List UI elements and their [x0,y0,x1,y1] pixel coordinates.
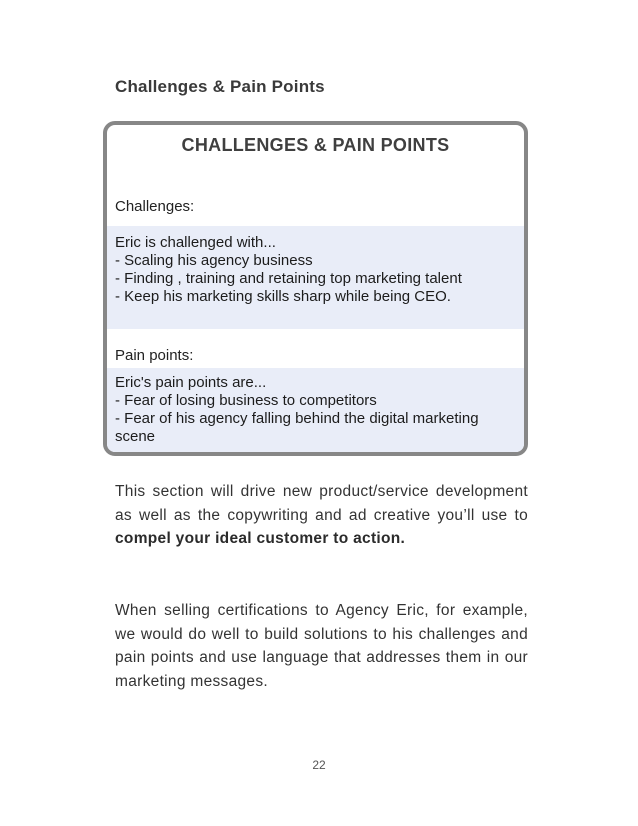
pain-points-band [107,368,524,454]
paragraph-product-development [115,480,528,551]
pain-points-label: Pain points: [115,347,194,364]
challenges-label: Challenges: [115,198,195,215]
challenges-line: - Keep his marketing skills sharp while being CEO. [115,288,451,305]
page-title: Challenges & Pain Points [115,77,325,96]
challenges-line: - Scaling his agency business [115,252,313,269]
page-number: 22 [312,758,326,772]
challenges-pain-points-figure [103,121,528,456]
challenges-line: Eric is challenged with... [115,234,276,251]
paragraph-emphasis: compel your ideal customer to action. [115,530,406,547]
paragraph-certifications-example: When selling certifications to Agency Eric, for example, we would do well to build solutions to his challenges and pain points and use language that addresses them in our marketing messages. [115,602,528,690]
paragraph-text: This section will drive new product/service development as well as the copywriting and ad creative you’ll use to [115,483,528,524]
challenges-band [107,226,524,329]
pain-points-line: Eric's pain points are... [115,374,267,391]
pain-points-line: - Fear of his agency falling behind the digital marketing [115,410,479,427]
figure-heading: CHALLENGES & PAIN POINTS [181,135,450,155]
pain-points-line: - Fear of losing business to competitors [115,392,377,409]
challenges-line: - Finding , training and retaining top marketing talent [115,270,462,287]
pain-points-line: scene [115,428,156,445]
